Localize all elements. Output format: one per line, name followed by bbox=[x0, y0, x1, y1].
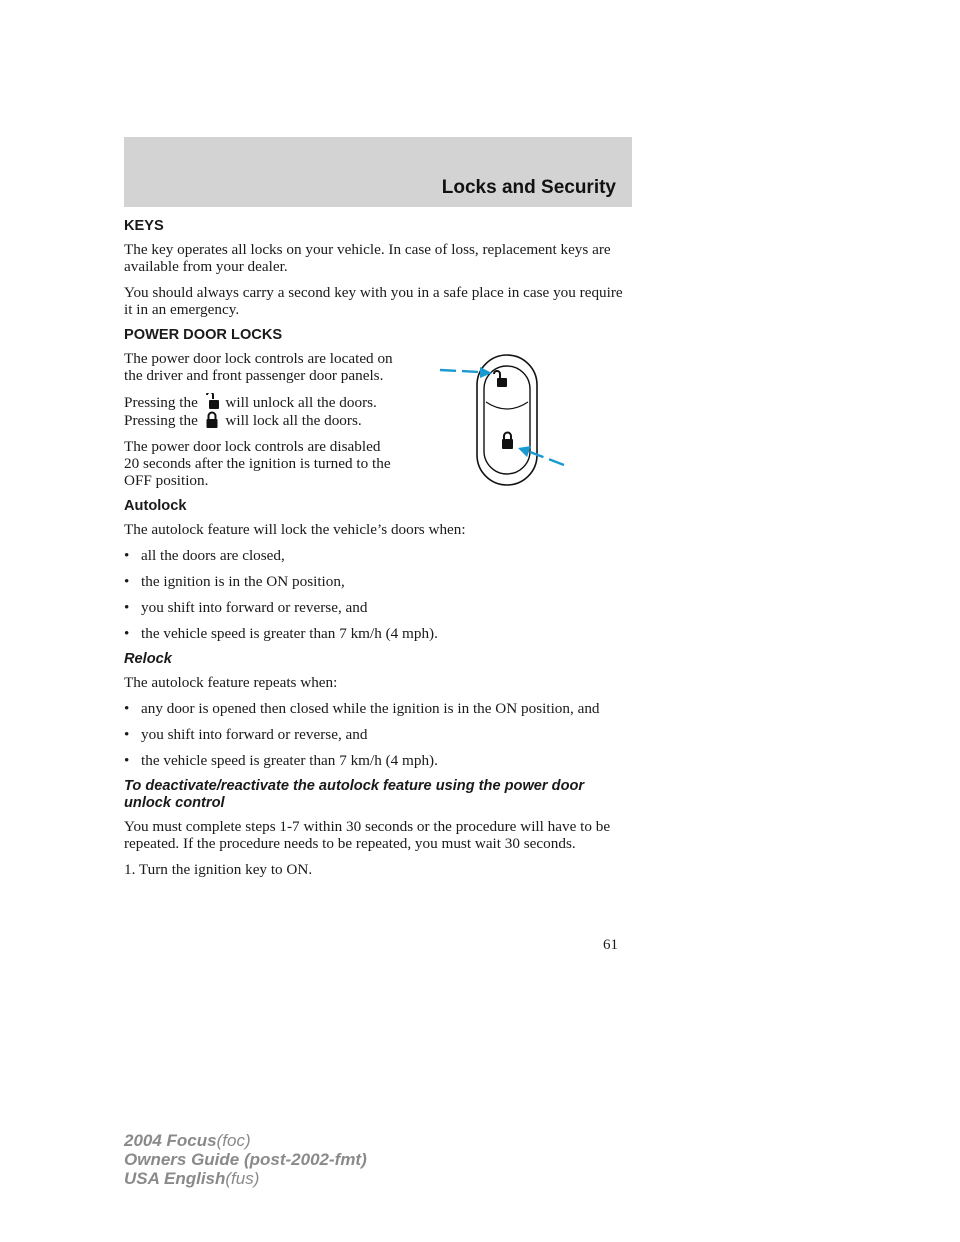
step-1: 1. Turn the ignition key to ON. bbox=[124, 861, 313, 878]
page-number: 61 bbox=[603, 937, 618, 953]
bullet-icon: • bbox=[124, 752, 130, 769]
bullet-icon: • bbox=[124, 573, 130, 590]
pdl-text-b: will unlock all the doors. Pressing the bbox=[124, 394, 377, 429]
list-item: • you shift into forward or reverse, and bbox=[124, 726, 368, 743]
list-item: • the vehicle speed is greater than 7 km/h (4 mph). bbox=[124, 625, 438, 642]
power-door-locks-paragraph-1: The power door lock controls are located on the driver and front passenger door panels. bbox=[124, 350, 393, 384]
list-item: • all the doors are closed, bbox=[124, 547, 285, 564]
keys-paragraph-2: You should always carry a second key with you in a safe place in case you require it in an emergency. bbox=[124, 284, 623, 318]
unlock-icon bbox=[204, 393, 220, 411]
bullet-icon: • bbox=[124, 700, 130, 717]
bullet-icon: • bbox=[124, 599, 130, 616]
pdl-text-c: will lock all the doors. bbox=[225, 412, 362, 429]
pdl-text-a: Pressing the bbox=[124, 394, 198, 411]
relock-heading: Relock bbox=[124, 651, 172, 667]
list-item: • you shift into forward or reverse, and bbox=[124, 599, 368, 616]
section-title: Locks and Security bbox=[441, 177, 616, 198]
autolock-intro: The autolock feature will lock the vehicle’s doors when: bbox=[124, 521, 466, 538]
bullet-icon: • bbox=[124, 625, 130, 642]
list-item: • the vehicle speed is greater than 7 km/h (4 mph). bbox=[124, 752, 438, 769]
list-item: • the ignition is in the ON position, bbox=[124, 573, 345, 590]
document-footer: 2004 Focus(foc) Owners Guide (post-2002-fmt) USA English(fus) bbox=[124, 1131, 367, 1188]
deactivate-paragraph: You must complete steps 1-7 within 30 seconds or the procedure will have to be repeated. If the procedure needs to be repeated, you must wait 30 seconds. bbox=[124, 818, 611, 852]
relock-intro: The autolock feature repeats when: bbox=[124, 674, 338, 691]
power-door-locks-paragraph-3: The power door lock controls are disabled 20 seconds after the ignition is turned to the OFF position. bbox=[124, 438, 391, 489]
power-door-locks-paragraph-2 bbox=[124, 393, 396, 429]
keys-paragraph-1: The key operates all locks on your vehicle. In case of loss, replacement keys are available from your dealer. bbox=[124, 241, 611, 275]
bullet-icon: • bbox=[124, 726, 130, 743]
lock-icon bbox=[204, 411, 220, 429]
deactivate-heading: To deactivate/reactivate the autolock feature using the power door unlock control bbox=[124, 778, 585, 811]
section-header-band bbox=[124, 137, 632, 207]
keys-heading: KEYS bbox=[124, 218, 164, 234]
list-item: • any door is opened then closed while the ignition is in the ON position, and bbox=[124, 700, 600, 717]
bullet-icon: • bbox=[124, 547, 130, 564]
door-lock-switch-diagram bbox=[430, 350, 580, 500]
autolock-heading: Autolock bbox=[124, 498, 187, 514]
page-content bbox=[124, 218, 632, 887]
power-door-locks-heading: POWER DOOR LOCKS bbox=[124, 327, 283, 343]
